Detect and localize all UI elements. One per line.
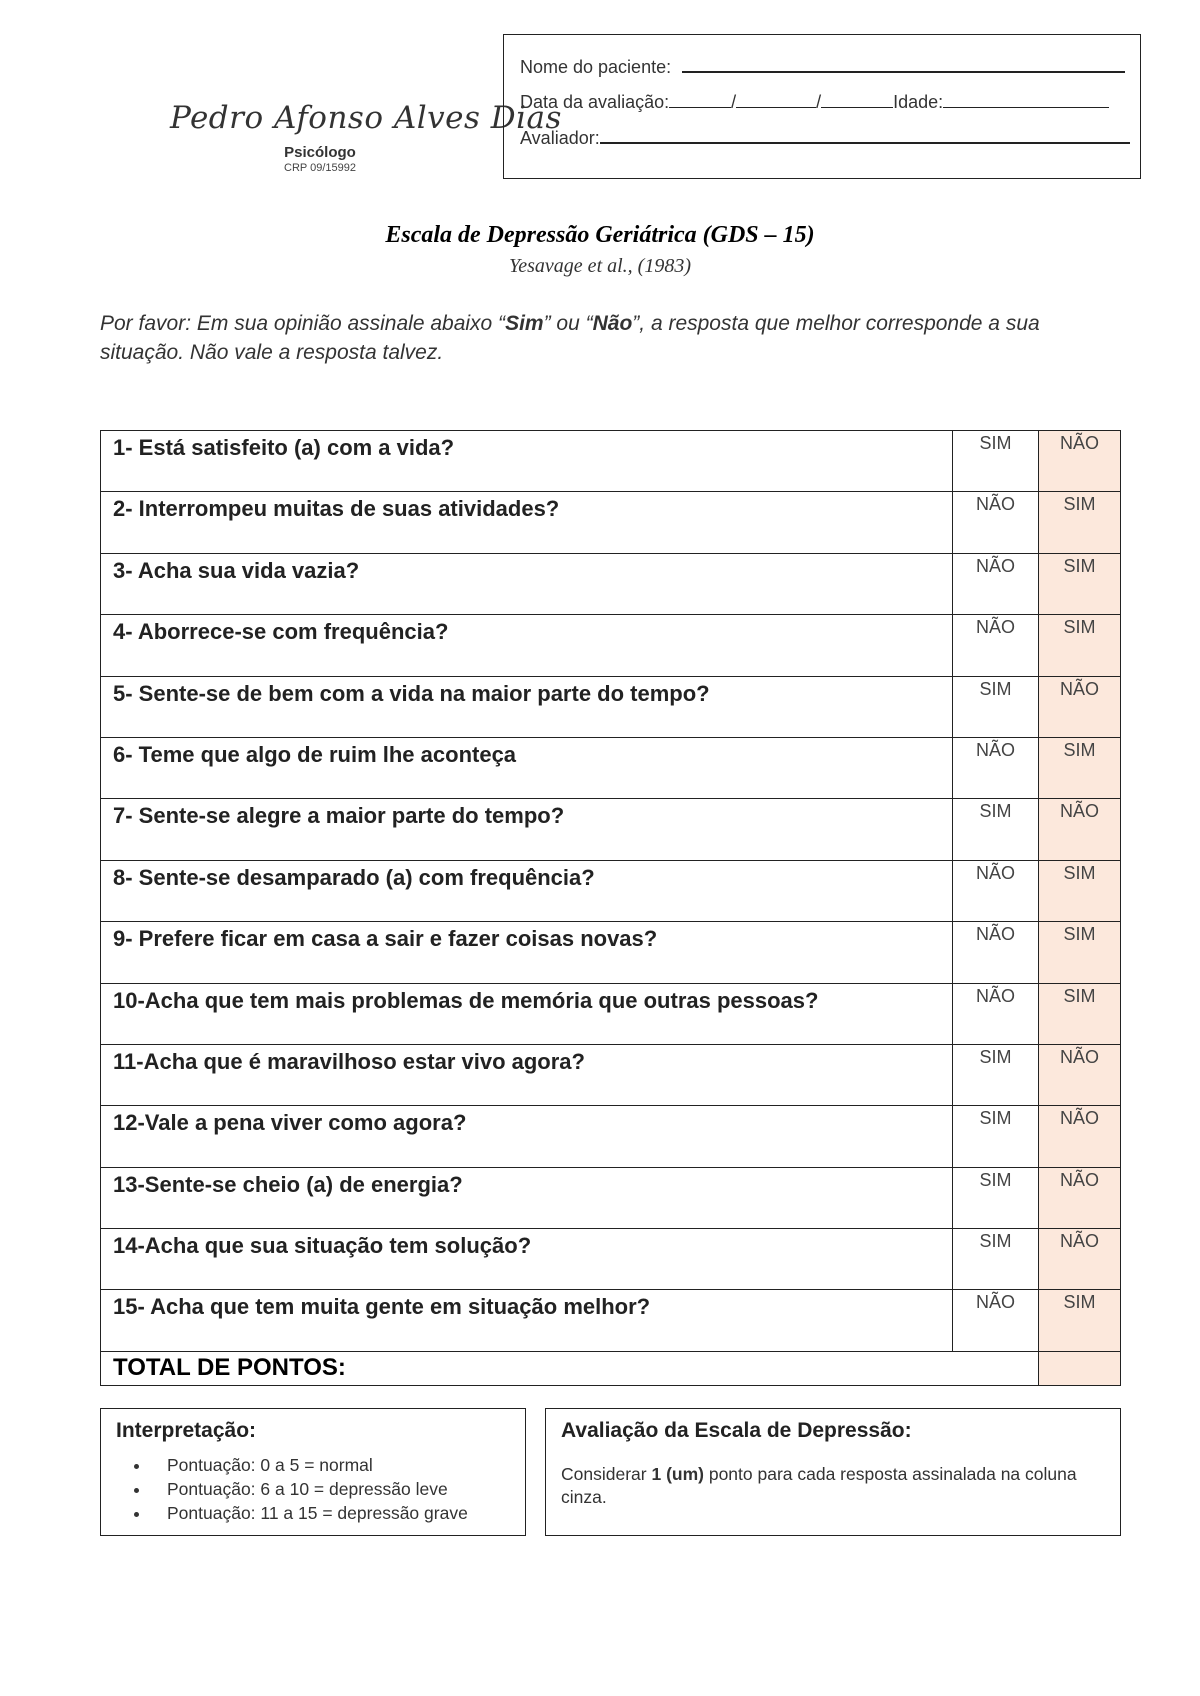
interpretation-list (101, 1453, 468, 1525)
question-text: 11-Acha que é maravilhoso estar vivo agora? (101, 1044, 953, 1105)
answer-option-scored[interactable]: NÃO (1039, 1106, 1121, 1167)
instructions-nao: Não (592, 312, 633, 335)
table-row (101, 676, 1121, 737)
list-item: • Pontuação: 0 a 5 = normal (151, 1453, 468, 1477)
table-row (101, 1229, 1121, 1290)
date-age-line (520, 91, 1109, 113)
table-row (101, 922, 1121, 983)
patient-info-box (503, 34, 1141, 179)
table-row (101, 737, 1121, 798)
answer-option[interactable]: SIM (953, 676, 1039, 737)
answer-option-scored[interactable]: NÃO (1039, 1044, 1121, 1105)
interpretation-title: Interpretação: (116, 1419, 257, 1442)
instructions (100, 309, 1100, 367)
evaluation-text-prefix: Considerar (561, 1464, 652, 1484)
evaluation-text-bold: 1 (um) (651, 1464, 704, 1484)
answer-option[interactable]: NÃO (953, 492, 1039, 553)
age-label: Idade: (893, 92, 944, 112)
patient-name-line (520, 55, 1125, 78)
evaluation-box (545, 1408, 1121, 1536)
question-text: 3- Acha sua vida vazia? (101, 553, 953, 614)
answer-option-scored[interactable]: SIM (1039, 553, 1121, 614)
table-row (101, 1044, 1121, 1105)
answer-option-scored[interactable]: SIM (1039, 1290, 1121, 1351)
question-text: 2- Interrompeu muitas de suas atividades? (101, 492, 953, 553)
answer-option[interactable]: SIM (953, 1044, 1039, 1105)
answer-option[interactable]: SIM (953, 1167, 1039, 1228)
answer-option[interactable]: NÃO (953, 615, 1039, 676)
table-row (101, 1290, 1121, 1351)
table-row (101, 1167, 1121, 1228)
question-text: 15- Acha que tem muita gente em situação melhor? (101, 1290, 953, 1351)
instructions-mid: ” ou “ (543, 312, 593, 335)
list-item: • Pontuação: 11 a 15 = depressão grave (151, 1501, 468, 1525)
question-text: 1- Está satisfeito (a) com a vida? (101, 431, 953, 492)
gds-questions-table (100, 430, 1121, 1386)
question-text: 10-Acha que tem mais problemas de memória que outras pessoas? (101, 983, 953, 1044)
answer-option-scored[interactable]: SIM (1039, 492, 1121, 553)
total-row (101, 1351, 1121, 1385)
table-row (101, 431, 1121, 492)
answer-option-scored[interactable]: SIM (1039, 737, 1121, 798)
evaluator-field[interactable] (600, 126, 1130, 144)
question-text: 12-Vale a pena viver como agora? (101, 1106, 953, 1167)
table-row (101, 553, 1121, 614)
answer-option-scored[interactable]: SIM (1039, 860, 1121, 921)
total-label: TOTAL DE PONTOS: (101, 1351, 1039, 1385)
total-score-field[interactable] (1039, 1351, 1121, 1385)
gds-questions-body (101, 431, 1121, 1386)
page-subtitle: Yesavage et al., (1983) (508, 255, 691, 277)
answer-option-scored[interactable]: NÃO (1039, 1229, 1121, 1290)
instructions-suffix: ”, a resposta que melhor corresponde a sua situação. Não vale a resposta talvez. (100, 312, 1040, 364)
answer-option[interactable]: SIM (953, 1229, 1039, 1290)
answer-option-scored[interactable]: NÃO (1039, 676, 1121, 737)
question-text: 14-Acha que sua situação tem solução? (101, 1229, 953, 1290)
page-title: Escala de Depressão Geriátrica (GDS – 15) (385, 222, 815, 248)
evaluation-title: Avaliação da Escala de Depressão: (561, 1419, 912, 1442)
date-year-field[interactable] (821, 91, 893, 108)
evaluation-text-suffix: ponto para cada resposta assinalada na coluna cinza. (561, 1464, 1077, 1507)
question-text: 9- Prefere ficar em casa a sair e fazer coisas novas? (101, 922, 953, 983)
question-text: 6- Teme que algo de ruim lhe aconteça (101, 737, 953, 798)
date-sep-2: / (816, 92, 822, 112)
answer-option[interactable]: SIM (953, 799, 1039, 860)
question-text: 4- Aborrece-se com frequência? (101, 615, 953, 676)
answer-option[interactable]: NÃO (953, 860, 1039, 921)
date-day-field[interactable] (669, 91, 731, 108)
evaluator-line (520, 126, 1130, 149)
age-field[interactable] (943, 91, 1109, 108)
answer-option-scored[interactable]: SIM (1039, 615, 1121, 676)
interpretation-box (100, 1408, 526, 1536)
patient-name-label: Nome do paciente: (520, 57, 672, 77)
question-text: 5- Sente-se de bem com a vida na maior parte do tempo? (101, 676, 953, 737)
answer-option[interactable]: NÃO (953, 553, 1039, 614)
answer-option-scored[interactable]: SIM (1039, 922, 1121, 983)
answer-option-scored[interactable]: NÃO (1039, 799, 1121, 860)
answer-option[interactable]: NÃO (953, 983, 1039, 1044)
instructions-prefix: Por favor: Em sua opinião assinale abaixo “ (100, 312, 506, 335)
answer-option-scored[interactable]: NÃO (1039, 1167, 1121, 1228)
answer-option[interactable]: SIM (953, 431, 1039, 492)
answer-option-scored[interactable]: NÃO (1039, 431, 1121, 492)
logo-signature: Pedro Afonso Alves Dias (170, 100, 562, 136)
answer-option-scored[interactable]: SIM (1039, 983, 1121, 1044)
instructions-sim: Sim (505, 312, 544, 335)
question-text: 7- Sente-se alegre a maior parte do tempo? (101, 799, 953, 860)
date-label: Data da avaliação: (520, 92, 670, 112)
evaluation-text (561, 1463, 1106, 1509)
patient-name-field[interactable] (682, 55, 1125, 73)
table-row (101, 1106, 1121, 1167)
date-month-field[interactable] (736, 91, 816, 108)
answer-option[interactable]: NÃO (953, 1290, 1039, 1351)
date-sep-1: / (731, 92, 737, 112)
question-text: 8- Sente-se desamparado (a) com frequência? (101, 860, 953, 921)
question-text: 13-Sente-se cheio (a) de energia? (101, 1167, 953, 1228)
answer-option[interactable]: NÃO (953, 922, 1039, 983)
table-row (101, 492, 1121, 553)
table-row (101, 799, 1121, 860)
table-row (101, 983, 1121, 1044)
table-row (101, 860, 1121, 921)
logo-crp: CRP 09/15992 (284, 162, 356, 174)
answer-option[interactable]: SIM (953, 1106, 1039, 1167)
logo-role: Psicólogo (284, 144, 356, 161)
answer-option[interactable]: NÃO (953, 737, 1039, 798)
evaluator-label: Avaliador: (520, 128, 600, 148)
table-row (101, 615, 1121, 676)
list-item: • Pontuação: 6 a 10 = depressão leve (151, 1477, 468, 1501)
